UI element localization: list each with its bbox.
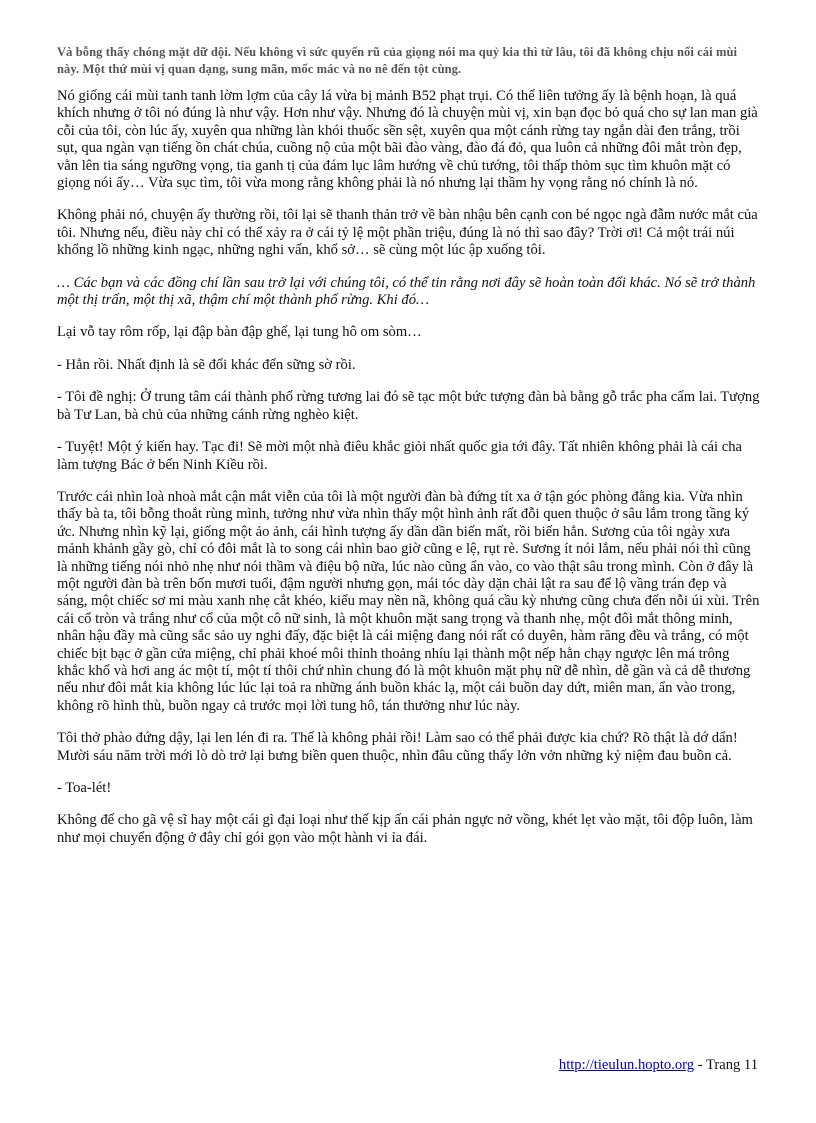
body-paragraph-2: Không phải nó, chuyện ấy thường rồi, tôi lại sẽ thanh thản trở về bàn nhậu bên cạnh con bé ngọc ngà đẫm nước mắt của tôi. Nhưng nếu, điều này chỉ có thể xảy ra ở cái tỷ lệ một phần triệu, đúng là nó thì sao đây? Trời ơi! Cả một trái núi khổng lồ những kinh ngạc, những nghi vấn, khổ sở… sẽ cùng một lúc ập xuống tôi. [57,207,758,259]
page-number: Trang 11 [705,1057,758,1073]
dialogue-line-3: - Tuyệt! Một ý kiến hay. Tạc đi! Sẽ mời một nhà điêu khắc giỏi nhất quốc gia tới đây. Tất nhiên không phải là cái cha làm tượng Bác ở bến Ninh Kiều rồi. [57,439,742,473]
dialogue-line-4: - Toa-lét! [57,780,112,796]
body-paragraph-11: Không để cho gã vệ sĩ hay một cái gì đại loại như thế kịp ấn cái phản ngực nở vồng, khét lẹt vào mặt, tôi độp luôn, làm như mọi chuyển động ở đây chỉ gói gọn vào một hành vi ỉa đái. [57,812,753,846]
body-paragraph-4: Lại vỗ tay rôm rốp, lại đập bàn đập ghế, lại tung hô om sòm… [57,324,422,341]
lead-paragraph: Và bỗng thấy chóng mặt dữ dội. Nếu không vì sức quyến rũ của giọng nói ma quỷ kia thì từ lâu, tôi đã không chịu nổi cái mùi này. Một thứ mùi vị quan dạng, sung mãn, mốc mác và no nê đến tột cùng. [57,45,738,76]
body-paragraph-9: Tôi thở phào đứng dậy, lại len lén đi ra. Thế là không phải rồi! Làm sao có thể phải được kia chứ? Rõ thật là dớ dẩn! Mười sáu năm trời mới lò dò trở lại bưng biền quen thuộc, nhìn đâu cũng thấy lởn vởn những kỷ niệm đau buồn cả. [57,730,738,764]
page-footer [559,1057,758,1074]
quoted-speech-paragraph: … Các bạn và các đồng chí lần sau trở lại với chúng tôi, có thể tin rằng nơi đây sẽ hoàn toàn đổi khác. Nó sẽ trở thành một thị trấn, một thị xã, thậm chí một thành phố rừng. Khi đó… [57,274,756,309]
body-paragraph-1: Nó giống cái mùi tanh tanh lờm lợm của cây lá vừa bị mảnh B52 phạt trụi. Có thể liên tưởng ấy là bệnh hoạn, là quá khích nhưng ở tôi nó đúng là như vậy. Hơn như vậy. Nhưng đó là chuyện mùi vị, xin bạn đọc bỏ quá cho sự lan man già cỗi của tôi, còn lúc ấy, xuyên qua những làn khói thuốc sền sệt, xuyên qua một cánh rừng tay ngắn dài đen trắng, trồi sụt, qua ngàn vạn tiếng ồn chát chúa, cuồng nộ của một bãi đào vàng, đào đá đỏ, qua luôn cả những đôi mắt tròn đẹp, vằn lên tia sáng ngưỡng vọng, tia ganh tị của đám lục lâm hướng về chủ tướng, tôi thấp thỏm sục tìm khuôn mặt có giọng nói ấy… Vừa sục tìm, tôi vừa mong rằng không phải là nó nhưng lại thầm hy vọng rằng nó chính là nó. [57,88,758,192]
body-paragraph-8: Trước cái nhìn loà nhoà mắt cận mắt viễn của tôi là một người đàn bà đứng tít xa ở tận góc phòng đằng kia. Vừa nhìn thấy bà ta, tôi bỗng thoắt rùng mình, tưởng như vừa nhìn thấy một hình ảnh rất đỗi quen thuộc ở sâu lắm trong tầng ký ức. Nhưng nhìn kỹ lại, giống một ảo ảnh, cái hình tượng ấy dần dần biến mất, rồi biến hẳn. Sương của tôi ngày xưa mảnh khảnh gầy gò, chỉ có đôi mắt là to song cái nhìn bao giờ cũng e lệ, rụt rè. Sương ít nói lắm, nếu phải nói thì cũng là những tiếng nói nhỏ nhẹ như nói thầm và điệu bộ nữa, lúc nào cũng ẩn vào, co vào thật sâu trong mình. Còn ở đây là một người đàn bà trên bốn mươi tuổi, đậm người nhưng gọn, mái tóc dày dặn chải lật ra sau để lộ vầng trán đẹp và sáng, một chiếc sơ mi màu xanh nhẹ cắt khéo, kiểu may nền nã, không quá cầu kỳ nhưng cũng chưa đến nỗi úi xùi. Trên cái cổ tròn và trắng như cổ của một cô nữ sinh, là một khuôn mặt sang trọng và thanh nhẹ, một đôi mắt thông minh, nhân hậu đầy mà cũng sắc sảo uy nghi đấy, đặc biệt là cái miệng đang nói rất có duyên, hàm răng đều và trắng, có một chiếc bịt bạc ở gần cửa miệng, chỉ phải khoé môi thỉnh thoảng nhíu lại thành một nếp hằn chạy ngược lên má trông khắc khổ và hơi ang ác một tí, một tí thôi chứ nhìn chung đó là một khuôn mặt phụ nữ dễ nhìn, dễ gần và cả dễ thương nếu như đôi mắt kia không lúc lúc lại toả ra những ánh buồn khác lạ, một cái buồn day dứt, miên man, ẩn vào trong, không rõ hình thù, buồn ngay cả trước mọi lời tung hô, tán thưởng như lúc này. [57,488,760,714]
document-page [57,44,760,862]
dialogue-line-1: - Hẳn rồi. Nhất định là sẽ đổi khác đến sững sờ rồi. [57,356,356,373]
source-link[interactable]: http://tieulun.hopto.org [558,1057,695,1073]
footer-separator: - [694,1057,706,1073]
dialogue-line-2: - Tôi đề nghị: Ở trung tâm cái thành phố rừng tương lai đó sẽ tạc một bức tượng đàn bà bằng gỗ trắc pha cẩm lai. Tượng bà Tư Lan, bà chủ của những cánh rừng nghèo kiệt. [57,389,760,423]
